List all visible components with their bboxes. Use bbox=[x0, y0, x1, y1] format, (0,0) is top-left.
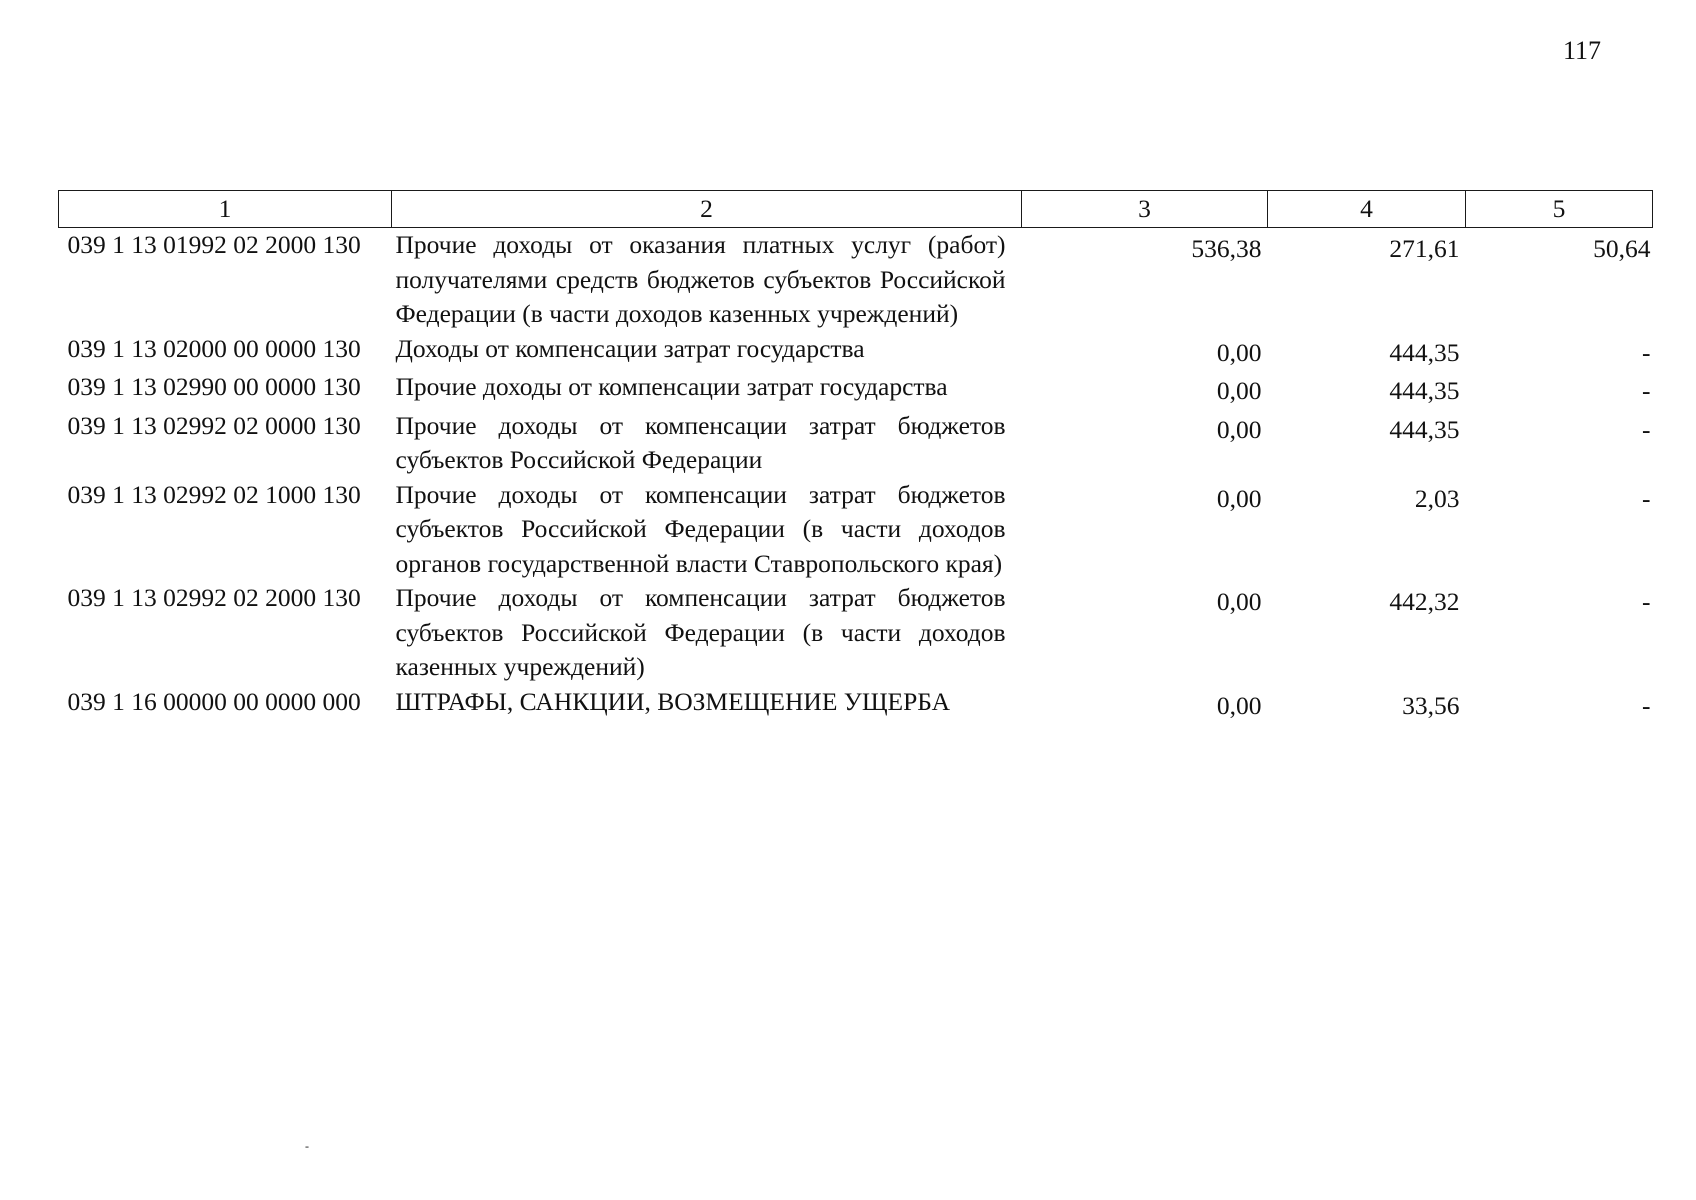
table-row bbox=[59, 409, 1653, 478]
revenue-name-cell: Прочие доходы от оказания платных услуг (работ) получателями средств бюджетов субъектов Российской Федерации (в части доходов казенных учреждений) bbox=[395, 230, 1006, 328]
value-col4-cell: 444,35 bbox=[1389, 414, 1460, 444]
revenue-name-cell: Прочие доходы от компенсации затрат государства bbox=[395, 372, 948, 401]
value-col5-cell: - bbox=[1642, 483, 1651, 513]
budget-code-cell: 039 1 13 02990 00 0000 130 bbox=[67, 372, 361, 401]
revenue-name-cell: Прочие доходы от компенсации затрат бюджетов субъектов Российской Федерации (в части доходов казенных учреждений) bbox=[395, 583, 1006, 681]
value-col5-cell: - bbox=[1642, 376, 1651, 405]
table-row bbox=[59, 228, 1653, 332]
budget-code-cell: 039 1 13 01992 02 2000 130 bbox=[67, 230, 361, 259]
value-col3-cell: 0,00 bbox=[1216, 587, 1262, 616]
budget-code-cell: 039 1 13 02992 02 1000 130 bbox=[67, 479, 361, 509]
column-header-4: 4 bbox=[1268, 191, 1466, 228]
column-header-3: 3 bbox=[1022, 191, 1268, 228]
revenue-name-cell: Доходы от компенсации затрат государства bbox=[395, 333, 865, 363]
value-col5-cell: - bbox=[1642, 690, 1651, 720]
table-row bbox=[59, 581, 1653, 685]
value-col4-cell: 442,32 bbox=[1389, 587, 1460, 616]
value-col4-cell: 271,61 bbox=[1389, 234, 1460, 263]
revenue-name-cell: Прочие доходы от компенсации затрат бюджетов субъектов Российской Федерации (в части доходов органов государственной власти Ставропольского края) bbox=[395, 479, 1006, 578]
revenue-name-cell: Прочие доходы от компенсации затрат бюджетов субъектов Российской Федерации bbox=[395, 410, 1006, 474]
table-row bbox=[59, 478, 1653, 582]
column-header-1: 1 bbox=[59, 191, 392, 228]
value-col3-cell: 0,00 bbox=[1216, 414, 1262, 444]
budget-code-cell: 039 1 13 02992 02 0000 130 bbox=[67, 410, 361, 440]
budget-code-cell: 039 1 13 02000 00 0000 130 bbox=[67, 333, 361, 363]
column-header-2: 2 bbox=[392, 191, 1022, 228]
table-row bbox=[59, 370, 1653, 409]
value-col5-cell: - bbox=[1642, 337, 1651, 367]
value-col3-cell: 0,00 bbox=[1216, 690, 1262, 720]
budget-code-cell: 039 1 13 02992 02 2000 130 bbox=[67, 583, 361, 612]
revenue-table bbox=[58, 190, 1653, 723]
page-number: 117 bbox=[1563, 36, 1602, 65]
value-col5-cell: - bbox=[1642, 414, 1651, 444]
value-col4-cell: 33,56 bbox=[1402, 690, 1460, 720]
revenue-name-cell: ШТРАФЫ, САНКЦИИ, ВОЗМЕЩЕНИЕ УЩЕРБА bbox=[395, 686, 951, 716]
value-col4-cell: 2,03 bbox=[1414, 483, 1460, 513]
value-col3-cell: 0,00 bbox=[1216, 376, 1262, 405]
value-col5-cell: - bbox=[1642, 587, 1651, 616]
budget-code-cell: 039 1 16 00000 00 0000 000 bbox=[67, 686, 361, 716]
stray-dash-mark: - bbox=[305, 1139, 309, 1153]
value-col3-cell: 536,38 bbox=[1191, 234, 1262, 263]
table-row bbox=[59, 685, 1653, 724]
value-col5-cell: 50,64 bbox=[1593, 234, 1651, 263]
value-col4-cell: 444,35 bbox=[1389, 337, 1460, 367]
value-col4-cell: 444,35 bbox=[1389, 376, 1460, 405]
value-col3-cell: 0,00 bbox=[1216, 337, 1262, 367]
value-col3-cell: 0,00 bbox=[1216, 483, 1262, 513]
table-row bbox=[59, 332, 1653, 371]
table-header-row bbox=[59, 191, 1653, 228]
column-header-5: 5 bbox=[1466, 191, 1653, 228]
